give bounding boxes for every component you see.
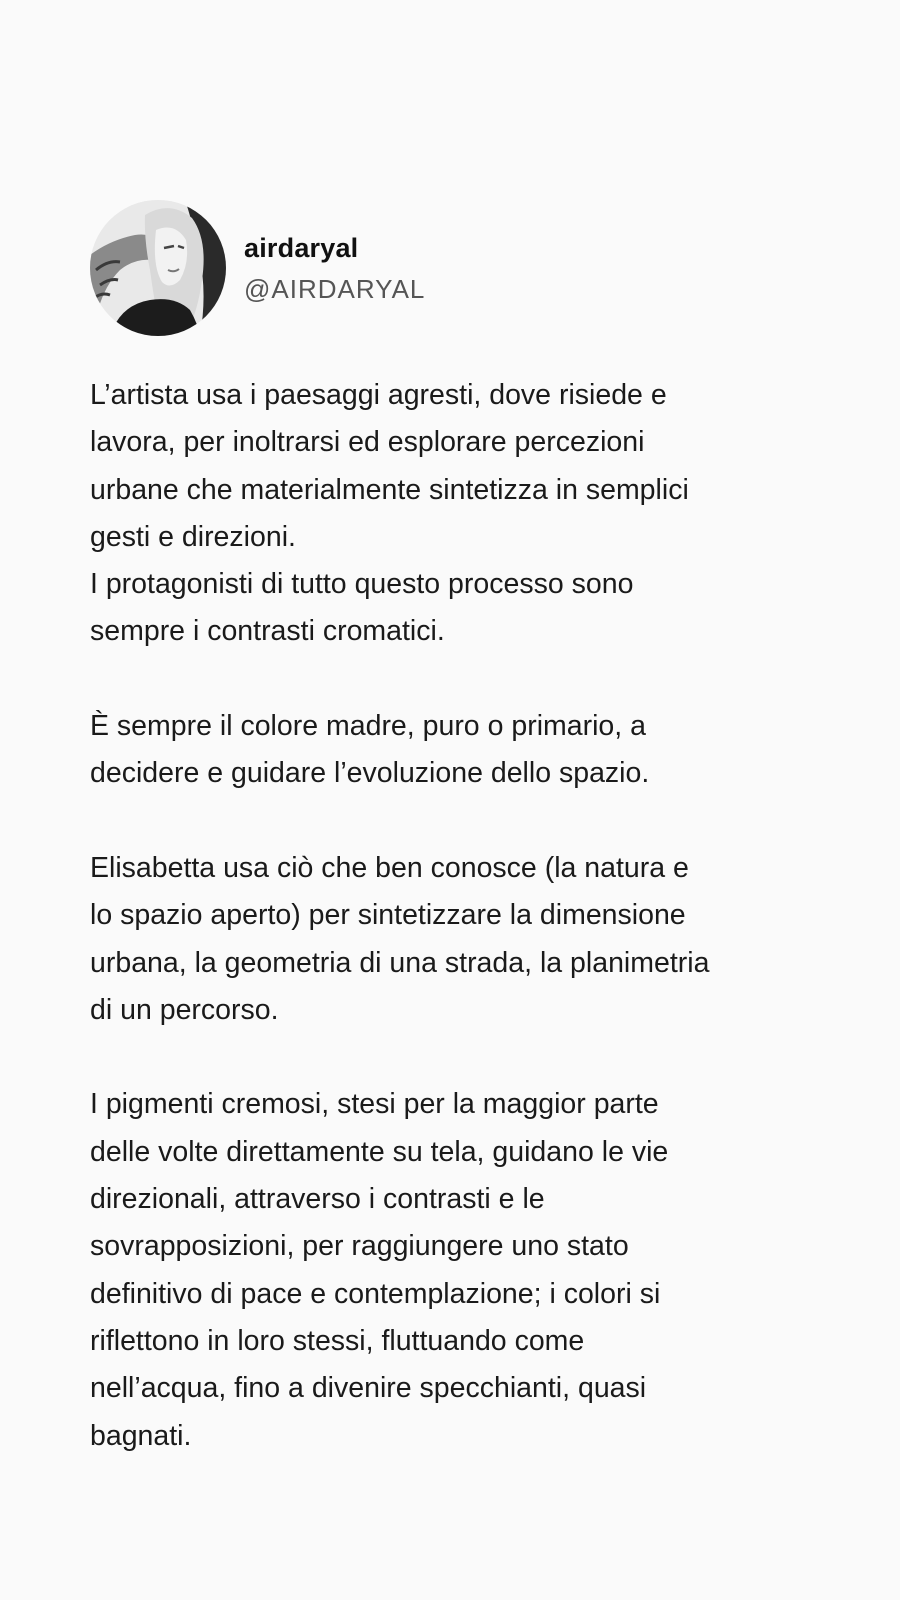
text-line: urbana, la geometria di una strada, la planimetria (90, 946, 710, 979)
paragraph-3 (90, 845, 830, 1034)
display-name[interactable]: airdaryal (244, 233, 359, 263)
text-line: I protagonisti di tutto questo processo sono (90, 568, 634, 601)
text-line: I pigmenti cremosi, stesi per la maggior parte (90, 1088, 659, 1121)
paragraph-2 (90, 703, 830, 798)
text-line: decidere e guidare l’evoluzione dello spazio. (90, 757, 650, 790)
text-line: direzionali, attraverso i contrasti e le (90, 1183, 545, 1216)
text-line: delle volte direttamente su tela, guidano le vie (90, 1135, 669, 1168)
text-line: L’artista usa i paesaggi agresti, dove risiede e (90, 379, 667, 411)
paragraph-1 (90, 372, 830, 656)
avatar[interactable] (90, 200, 226, 336)
text-line: urbane che materialmente sintetizza in semplici (90, 473, 689, 506)
text-line: lavora, per inoltrarsi ed esplorare percezioni (90, 426, 645, 459)
text-line: nell’acqua, fino a divenire specchianti, quasi (90, 1372, 647, 1405)
profile-identity (244, 231, 425, 305)
text-line: È sempre il colore madre, puro o primario, a (90, 710, 646, 743)
text-line: Elisabetta usa ciò che ben conosce (la natura e (90, 851, 689, 884)
profile-photo-avatar-icon (90, 200, 226, 336)
user-handle[interactable]: @AIRDARYAL (244, 274, 426, 304)
text-line: lo spazio aperto) per sintetizzare la dimensione (90, 899, 686, 932)
text-line: definitivo di pace e contemplazione; i colori si (90, 1277, 661, 1310)
text-line: bagnati. (90, 1419, 192, 1452)
profile-header (90, 200, 830, 336)
text-line: riflettono in loro stessi, fluttuando come (90, 1324, 585, 1357)
text-line: gesti e direzioni. (90, 520, 296, 553)
paragraph-4 (90, 1081, 830, 1459)
post-card (90, 200, 830, 1460)
post-text (90, 372, 830, 1460)
text-line: sempre i contrasti cromatici. (90, 615, 445, 648)
text-line: sovrapposizioni, per raggiungere uno stato (90, 1230, 629, 1263)
text-line: di un percorso. (90, 993, 279, 1026)
